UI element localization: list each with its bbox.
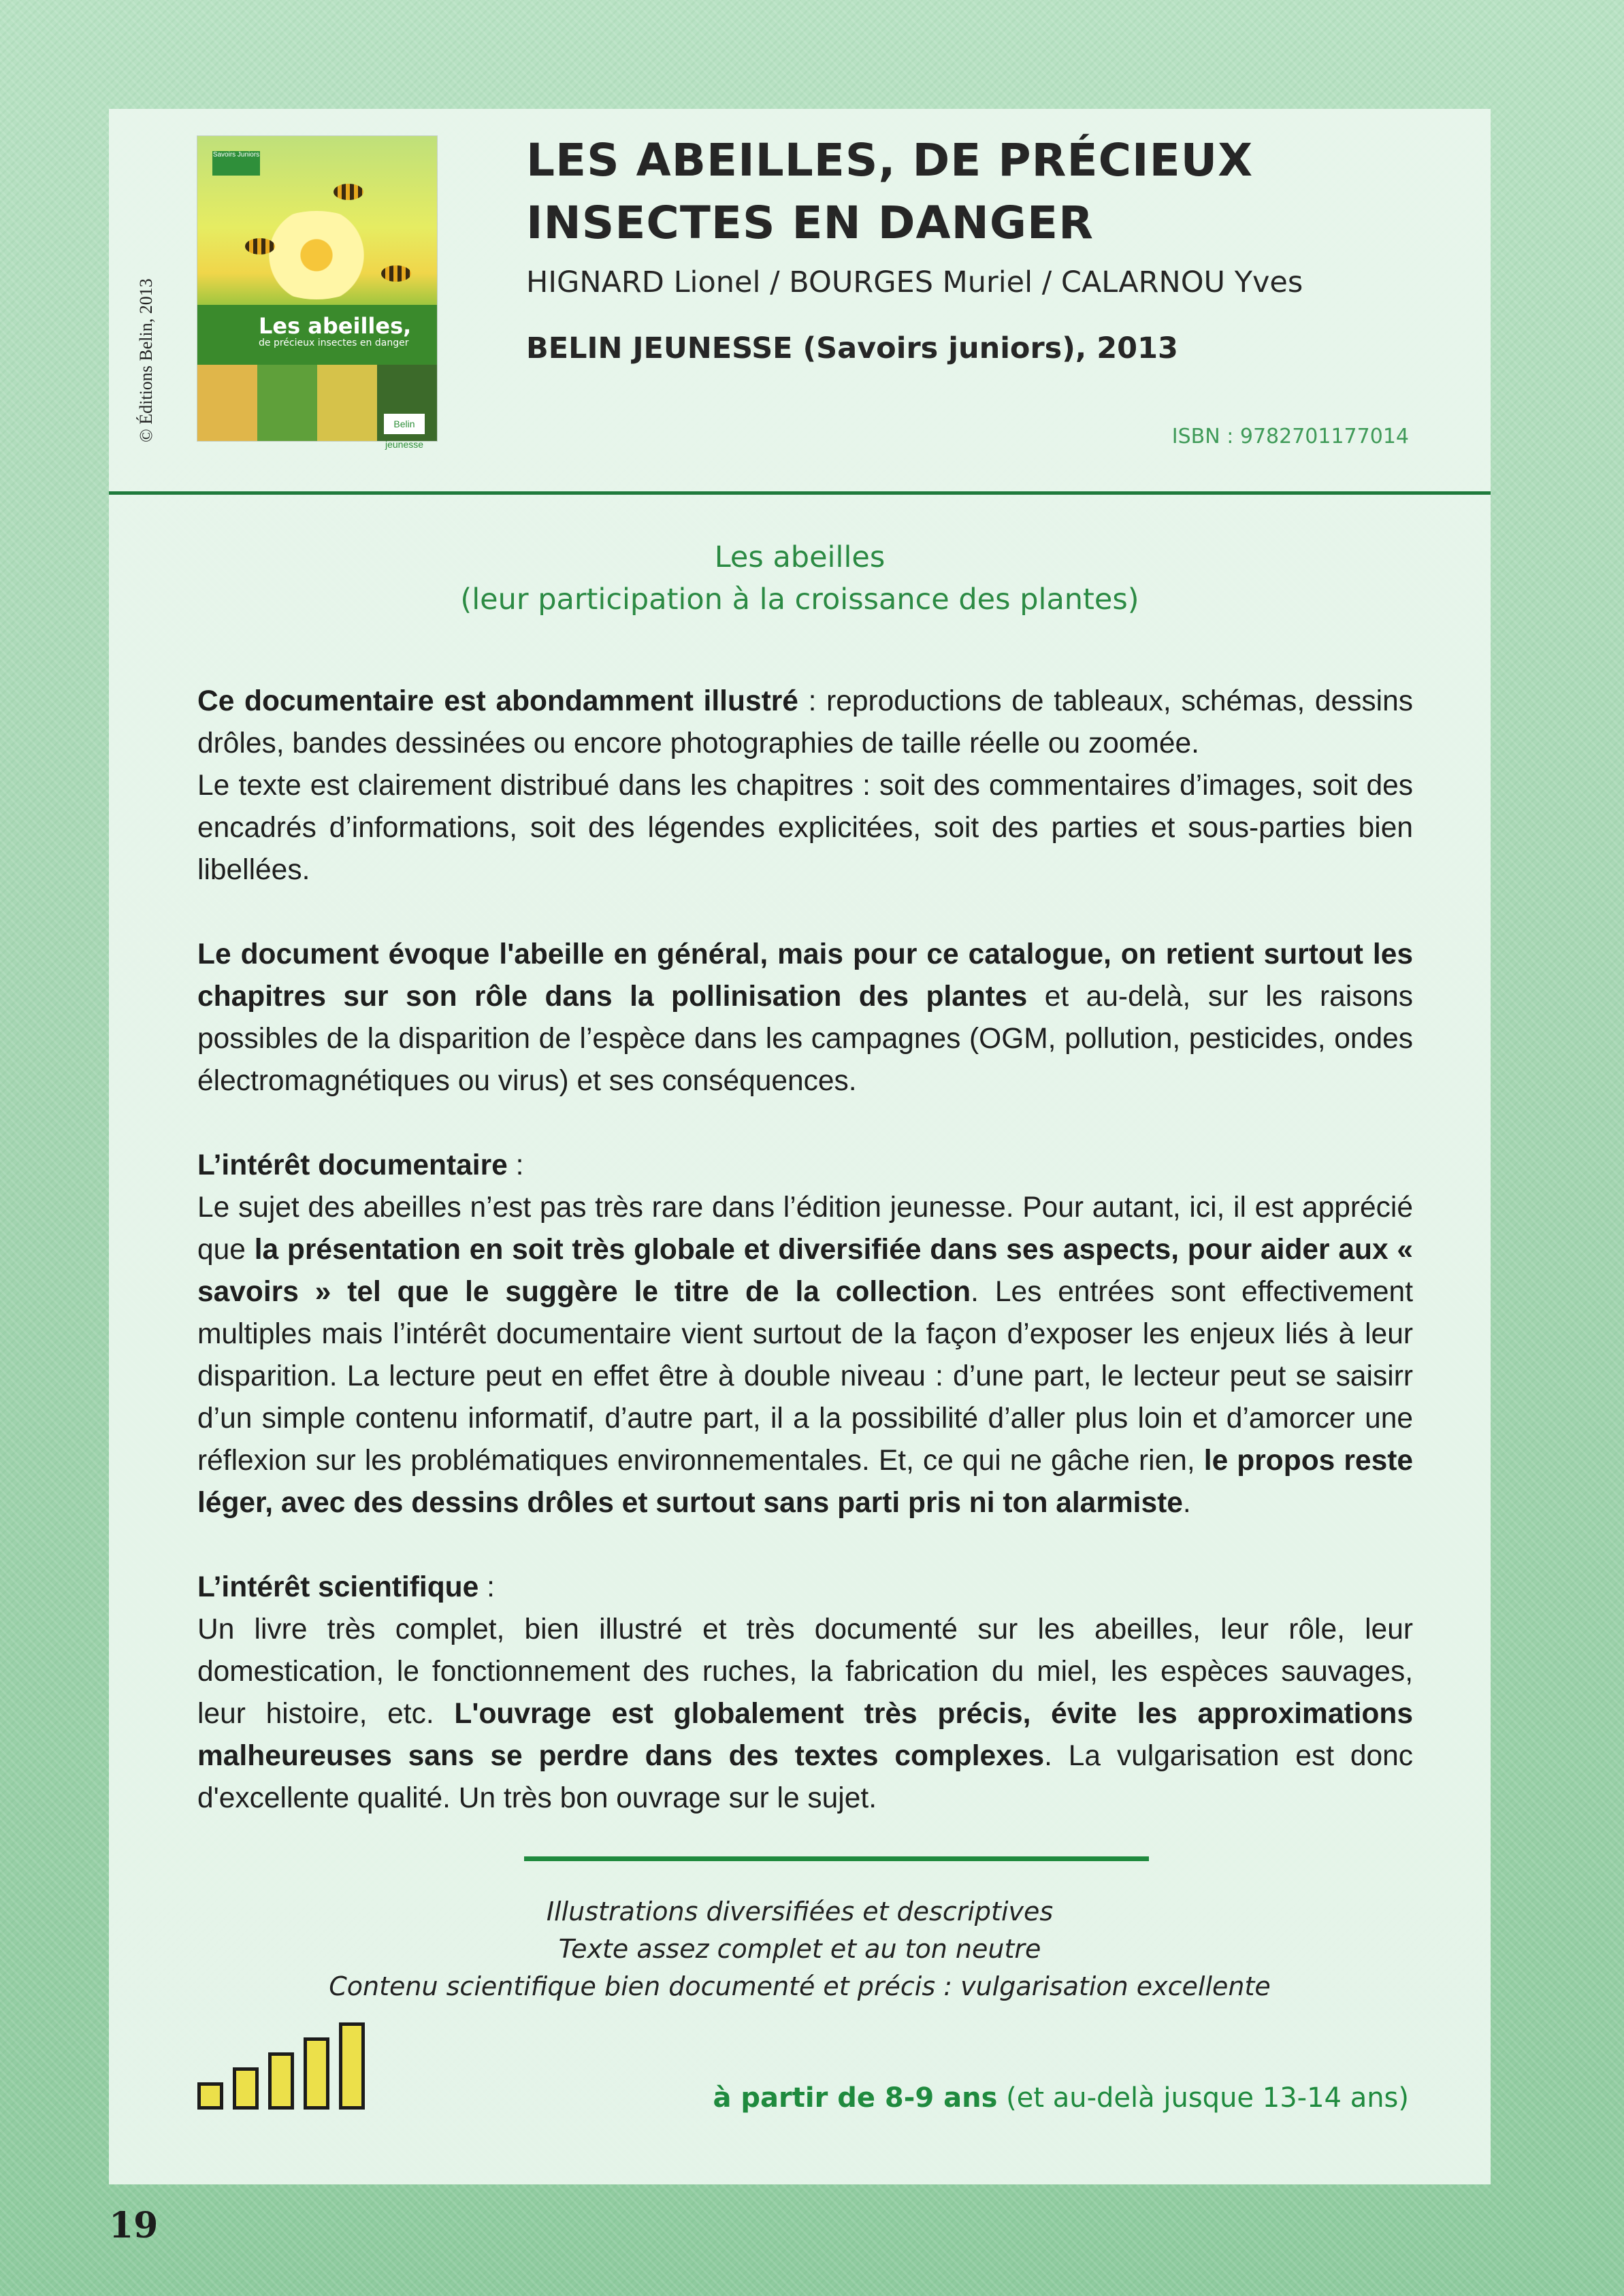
review-paragraph: Le texte est clairement distribué dans les chapitres : soit des commentaires d’images, soit des encadrés d’informations, soit des légendes explicitées, soit des parties et sous-parties bien libellées. (197, 770, 1413, 886)
summary-box (109, 1893, 1491, 2005)
book-cover-image (197, 136, 437, 450)
book-isbn: ISBN : 9782701177014 (1171, 425, 1409, 448)
topic-heading (109, 536, 1491, 621)
documentary-interest-text: Le sujet des abeilles n’est pas très rare dans l’édition jeunesse. Pour autant, ici, il est apprécié que la présentation en soit très globale et diversifiée dans ses aspects, pour aider aux « savoirs » tel que le suggère le titre de la collection. Les entrées sont effectivement multiples mais l’intérêt documentaire vient surtout de la façon d’exposer les enjeux liés à leur disparition. La lecture peut en effet être à double niveau : d’une part, le lecteur peut se saisirr d’un simple contenu informatif, d’autre part, il a la possibilité d’aller plus loin et d’amorcer une réflexion sur les problématiques environnementales. Et, ce qui ne gâche rien, le propos reste léger, avec des dessins drôles et surtout sans parti pris ni ton alarmiste. (197, 1192, 1413, 1519)
level-bar (197, 2082, 223, 2110)
book-publisher: BELIN JEUNESSE (Savoirs juniors), 2013 (526, 331, 1178, 365)
age-range: à partir de 8-9 ans (et au-delà jusque 13-14 ans) (713, 2082, 1409, 2114)
cover-collection-badge: Savoirs Juniors (212, 151, 260, 176)
summary-line: Illustrations diversifiées et descriptives (546, 1897, 1054, 1926)
cover-title: Les abeilles, (259, 313, 412, 339)
level-bar (339, 2022, 365, 2110)
summary-line: Contenu scientifique bien documenté et précis : vulgarisation excellente (329, 1971, 1271, 2001)
summary-divider (524, 1856, 1149, 1861)
level-bar (233, 2067, 259, 2110)
cover-title-band (197, 305, 437, 365)
book-title-line-1: LES ABEILLES, DE PRÉCIEUX (526, 134, 1254, 186)
review-body (197, 680, 1413, 1820)
bee-illustration (381, 265, 411, 282)
level-bar (268, 2052, 294, 2110)
page-number: 19 (109, 2205, 159, 2246)
topic-line-2: (leur participation à la croissance des plantes) (460, 583, 1139, 617)
bee-illustration (245, 238, 275, 255)
cover-subtitle: de précieux insectes en danger (259, 338, 409, 348)
difficulty-level-indicator (197, 2014, 388, 2110)
book-authors: HIGNARD Lionel / BOURGES Muriel / CALARNOU Yves (526, 265, 1303, 299)
scientific-interest-text: Un livre très complet, bien illustré et très documenté sur les abeilles, leur rôle, leur domestication, le fonctionnement des ruches, la fabrication du miel, les espèces sauvages, leur histoire, etc. L'ouvrage est globalement très précis, évite les approximations malheureuses sans se perdre dans des textes complexes. La vulgarisation est donc d'excellente qualité. Un très bon ouvrage sur le sujet. (197, 1613, 1414, 1814)
book-title (526, 129, 1431, 255)
bee-illustration (334, 184, 363, 200)
topic-line-1: Les abeilles (714, 540, 886, 574)
book-title-line-2: INSECTES EN DANGER (526, 197, 1094, 249)
cover-flower (252, 211, 381, 299)
review-paragraph: Le document évoque l'abeille en général, mais pour ce catalogue, on retient surtout les chapitres sur son rôle dans la pollinisation des plantes et au-delà, sur les raisons possibles de la disparition de l’espèce dans les campagnes (OGM, pollution, pesticides, ondes électromagnétiques ou virus) et ses conséquences. (197, 938, 1413, 1097)
scientific-interest-heading: L’intérêt scientifique : (197, 1571, 495, 1603)
header-divider (109, 491, 1491, 495)
review-paragraph: Ce documentaire est abondamment illustré : reproductions de tableaux, schémas, dessins drôles, bandes dessinées ou encore photographies de taille réelle ou zoomée. (197, 685, 1413, 759)
level-bar (304, 2037, 329, 2110)
documentary-interest-heading: L’intérêt documentaire : (197, 1149, 524, 1181)
summary-line: Texte assez complet et au ton neutre (558, 1934, 1041, 1964)
cover-publisher-logo: Belin jeunesse (384, 414, 425, 434)
